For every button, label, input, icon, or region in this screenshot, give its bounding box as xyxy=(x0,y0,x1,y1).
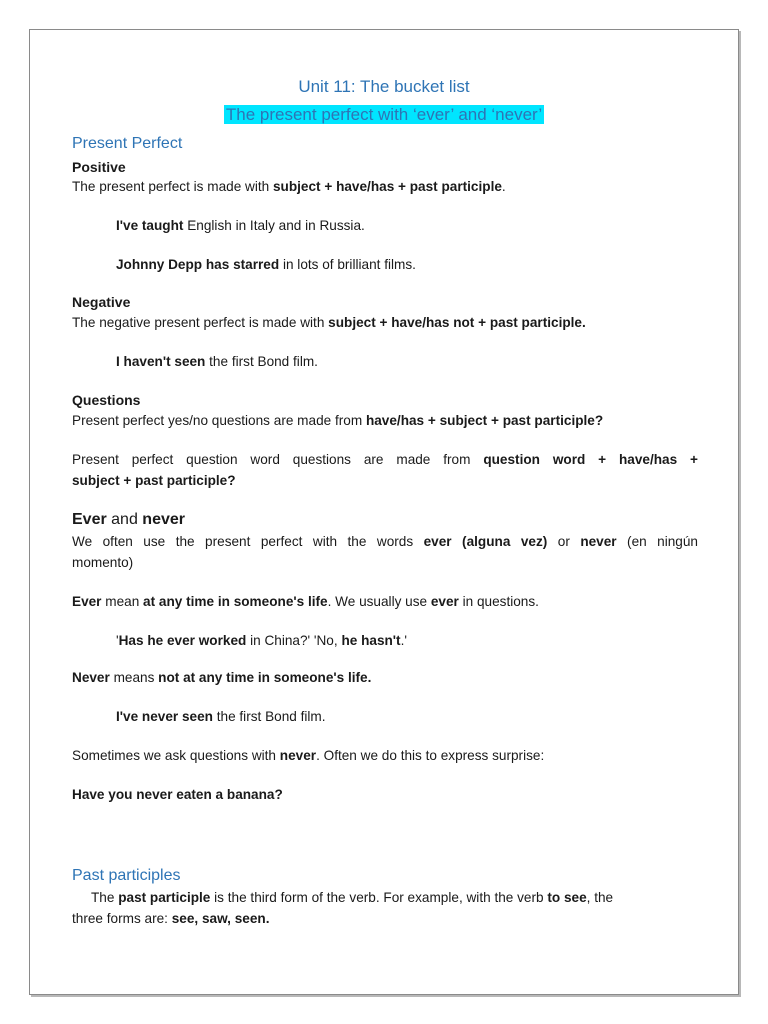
document-page xyxy=(29,29,739,995)
page-subtitle-wrap xyxy=(30,105,738,125)
positive-label: Positive xyxy=(72,159,126,175)
questions-rule-2-line-1: Present perfect question word questions are made from question word + have/has + xyxy=(72,452,698,467)
negative-rule: The negative present perfect is made with subject + have/has not + past participle. xyxy=(72,315,586,330)
never-definition: Never means not at any time in someone's life. xyxy=(72,670,372,685)
past-participles-line-2: three forms are: see, saw, seen. xyxy=(72,911,270,926)
negative-example: I haven't seen the first Bond film. xyxy=(116,354,318,369)
ever-never-intro-line-1: We often use the present perfect with the words ever (alguna vez) or never (en ningún xyxy=(72,534,698,549)
questions-rule-2-line-2: subject + past participle? xyxy=(72,473,236,488)
positive-example-1: I've taught English in Italy and in Russia. xyxy=(116,218,365,233)
questions-rule-1: Present perfect yes/no questions are made from have/has + subject + past participle? xyxy=(72,413,604,428)
ever-never-heading: Ever and never xyxy=(72,511,185,528)
present-perfect-heading: Present Perfect xyxy=(72,135,183,152)
surprise-text: Sometimes we ask questions with never. Often we do this to express surprise: xyxy=(72,748,545,763)
past-participles-line-1: The past participle is the third form of the verb. For example, with the verb to see, the xyxy=(91,890,614,905)
ever-never-intro-line-2: momento) xyxy=(72,555,134,570)
banana-example: Have you never eaten a banana? xyxy=(72,787,283,802)
past-participles-heading: Past participles xyxy=(72,867,181,884)
negative-label: Negative xyxy=(72,294,131,310)
positive-rule: The present perfect is made with subject + have/has + past participle. xyxy=(72,179,506,194)
page-subtitle: The present perfect with ‘ever’ and ‘never’ xyxy=(225,105,543,124)
page-title: Unit 11: The bucket list xyxy=(298,77,470,96)
ever-definition: Ever mean at any time in someone's life. We usually use ever in questions. xyxy=(72,594,539,609)
ever-example: 'Has he ever worked in China?' 'No, he hasn't.' xyxy=(116,633,407,648)
never-example: I've never seen the first Bond film. xyxy=(116,709,326,724)
questions-label: Questions xyxy=(72,392,141,408)
positive-example-2: Johnny Depp has starred in lots of brilliant films. xyxy=(116,257,416,272)
